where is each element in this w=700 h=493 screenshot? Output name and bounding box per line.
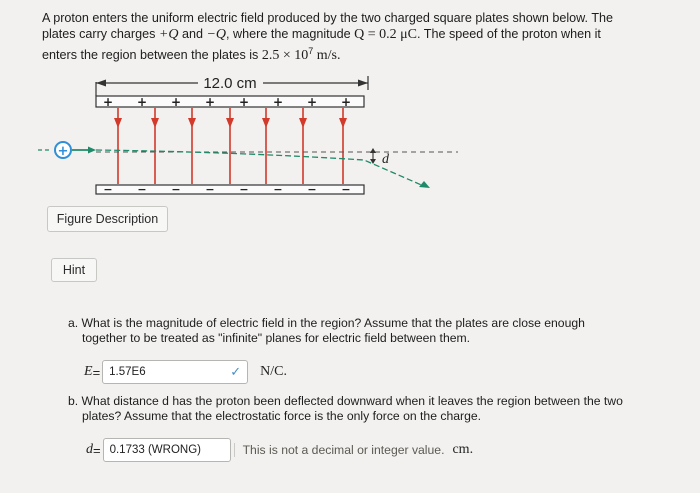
field-arrowhead-2 bbox=[188, 118, 196, 128]
field-arrowhead-5 bbox=[299, 118, 307, 128]
field-arrowhead-1 bbox=[151, 118, 159, 128]
feedback-message: This is not a decimal or integer value. bbox=[234, 443, 445, 457]
part-a-answer-row: E = 1.57E6 ✓ N/C. bbox=[84, 360, 287, 384]
speed-value: 2.5 × 10 bbox=[261, 48, 309, 64]
plus-sign-7: + bbox=[340, 95, 352, 109]
field-arrowhead-3 bbox=[226, 118, 234, 128]
dim-arrowhead-right bbox=[358, 80, 368, 87]
plates-figure bbox=[38, 66, 468, 202]
hint-button[interactable]: Hint bbox=[51, 258, 97, 282]
minus-sign-4: − bbox=[239, 183, 249, 196]
deflected-path bbox=[96, 150, 426, 187]
field-arrowhead-0 bbox=[114, 118, 122, 128]
part-b-answer-input[interactable]: 0.1733 (WRONG) bbox=[103, 438, 231, 462]
dimension-label: 12.0 cm bbox=[203, 75, 257, 92]
minus-sign-1: − bbox=[137, 183, 147, 196]
problem-line-3: enters the region between the plates is $2.5 \times 10^7$ m/s. bbox=[42, 46, 341, 64]
part-a-answer-input[interactable]: 1.57E6 ✓ bbox=[102, 360, 248, 384]
check-icon: ✓ bbox=[230, 364, 242, 379]
minus-sign-3: − bbox=[205, 183, 215, 196]
plus-sign-6: + bbox=[306, 95, 318, 109]
minus-sign-6: − bbox=[307, 183, 317, 196]
problem-line-1: A proton enters the uniform electric field produced by the two charged square plates shown below. The bbox=[42, 11, 614, 25]
plus-sign-5: + bbox=[272, 95, 284, 109]
problem-line-2: plates carry charges +Q and −Q, where the magnitude Q = 0.2 μC. The speed of the proton when it bbox=[42, 27, 601, 42]
entry-arrowhead bbox=[88, 147, 96, 154]
problem-statement bbox=[42, 10, 662, 64]
minus-q: −Q bbox=[206, 27, 227, 42]
plus-sign-0: + bbox=[102, 95, 114, 109]
part-b-answer-row: d = 0.1733 (WRONG) This is not a decimal or integer value. cm. bbox=[86, 438, 473, 462]
minus-sign-2: − bbox=[171, 183, 181, 196]
part-a-question: a. What is the magnitude of electric field in the region? Assume that the plates are close enough together to be treated as "infinite" planes for electric field between them. bbox=[68, 316, 585, 345]
d-label: d bbox=[382, 152, 389, 167]
dim-arrowhead-left bbox=[96, 80, 106, 87]
field-arrowhead-6 bbox=[339, 118, 347, 128]
field-arrowhead-4 bbox=[262, 118, 270, 128]
minus-sign-5: − bbox=[273, 183, 283, 196]
figure-description-button[interactable]: Figure Description bbox=[47, 206, 168, 232]
plus-sign-2: + bbox=[170, 95, 182, 109]
minus-sign-0: − bbox=[103, 183, 113, 196]
part-b-question: b. What distance d has the proton been deflected downward when it leaves the region between the two plates? Assume that the electrostatic force is the only force on the charge. bbox=[68, 394, 623, 423]
plus-sign-1: + bbox=[136, 95, 148, 109]
d-marker-up bbox=[370, 148, 376, 153]
proton-charge-symbol: + bbox=[57, 144, 69, 159]
minus-sign-7: − bbox=[341, 183, 351, 196]
q-magnitude: Q = 0.2 μC bbox=[354, 27, 418, 42]
plus-sign-3: + bbox=[204, 95, 216, 109]
plus-q: +Q bbox=[158, 27, 179, 42]
plus-sign-4: + bbox=[238, 95, 250, 109]
bottom-plate bbox=[96, 185, 364, 194]
